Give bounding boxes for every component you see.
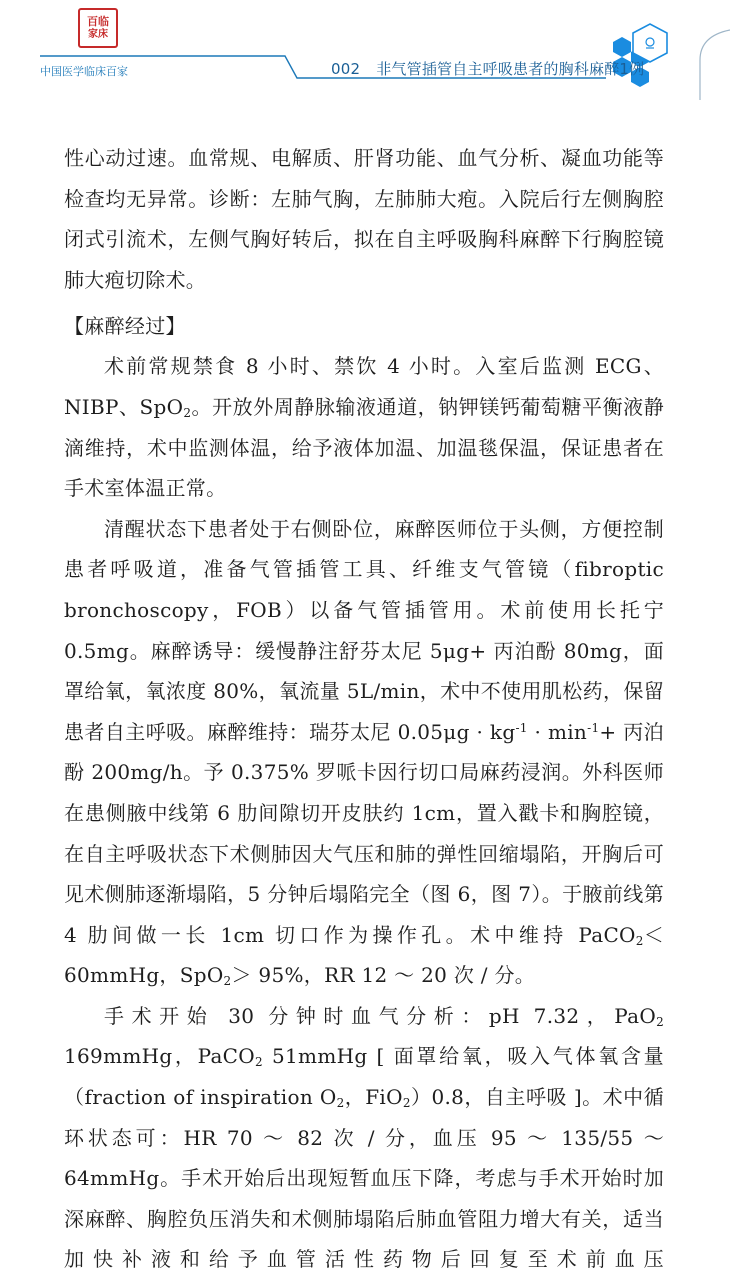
paragraph-bloodgas: 手术开始 30 分钟时血气分析：pH 7.32，PaO$_2$ 169mmHg，PaCO$_2$ 51mmHg [ 面罩给氧，吸入气体氧含量（fraction of inspiration $O_2$，FiO$_2$）0.8，自主呼吸 ]。术中循环状态可：HR 70 ～ 82 次 / 分，血压 95 ～ 135/55 ～ 64mmHg。手术开始后出现短暂血压下降，考虑与手术开始时加深麻醉、胸腔负压消失和术侧肺塌陷后肺血管阻力增大有关，适当加快补液和给予血管活性药物后回复至术前血压 bbox=[64, 1003, 664, 1272]
body-text bbox=[64, 138, 664, 1280]
publisher-logo bbox=[78, 8, 118, 48]
running-title bbox=[331, 58, 644, 79]
logo-text-top: 百临 bbox=[87, 15, 109, 28]
page-edge-curve bbox=[700, 30, 730, 100]
paragraph-preop: 术前常规禁食 8 小时、禁饮 4 小时。入室后监测 ECG、NIBP、SpO$_2$。开放外周静脉输液通道，钠钾镁钙葡萄糖平衡液静滴维持，术中监测体温，给予液体加温、加温毯保温，保证患者在手术室体温正常。 bbox=[64, 354, 664, 501]
logo-text-bottom: 家床 bbox=[88, 29, 108, 40]
paragraph-anesthesia: 清醒状态下患者处于右侧卧位，麻醉医师位于头侧，方便控制患者呼吸道，准备气管插管工具、纤维支气管镜（fibroptic bronchoscopy，FOB）以备气管插管用。术前使用长托宁 0.5mg。麻醉诱导：缓慢静注舒芬太尼 5μg+ 丙泊酚 80mg，面罩给氧，氧浓度 80%，氧流量 5L/min，术中不使用肌松药，保留患者自主呼吸。麻醉维持：瑞芬太尼 $0.05\mu g \cdot kg^{-1} \cdot \min^{-1}+$ 丙泊酚 200mg/h。予 0.375% 罗哌卡因行切口局麻药浸润。外科医师在患侧腋中线第 6 肋间隙切开皮肤约 1cm，置入戳卡和胸腔镜，在自主呼吸状态下术侧肺因大气压和肺的弹性回缩塌陷，开胸后可见术侧肺逐渐塌陷，5 分钟后塌陷完全（图 6，图 7）。于腋前线第 4 肋间做一长 1cm 切口作为操作孔。术中维持 PaCO$_2$＜ 60mmHg，SpO$_2$＞ 95%，RR 12 ～ 20 次 / 分。 bbox=[64, 516, 664, 989]
section-heading: 【麻醉经过】 bbox=[64, 314, 186, 339]
chapter-title: 非气管插管自主呼吸患者的胸科麻醉1例 bbox=[376, 60, 645, 78]
paragraph-continued: 性心动过速。血常规、电解质、肝肾功能、血气分析、凝血功能等检查均无异常。诊断：左肺气胸，左肺肺大疱。入院后行左侧胸腔闭式引流术，左侧气胸好转后，拟在自主呼吸胸科麻醉下行胸腔镜肺大疱切除术。 bbox=[64, 146, 664, 292]
page-number: 002 bbox=[331, 60, 361, 78]
series-name: 中国医学临床百家 bbox=[40, 65, 128, 78]
page-header bbox=[0, 0, 730, 100]
